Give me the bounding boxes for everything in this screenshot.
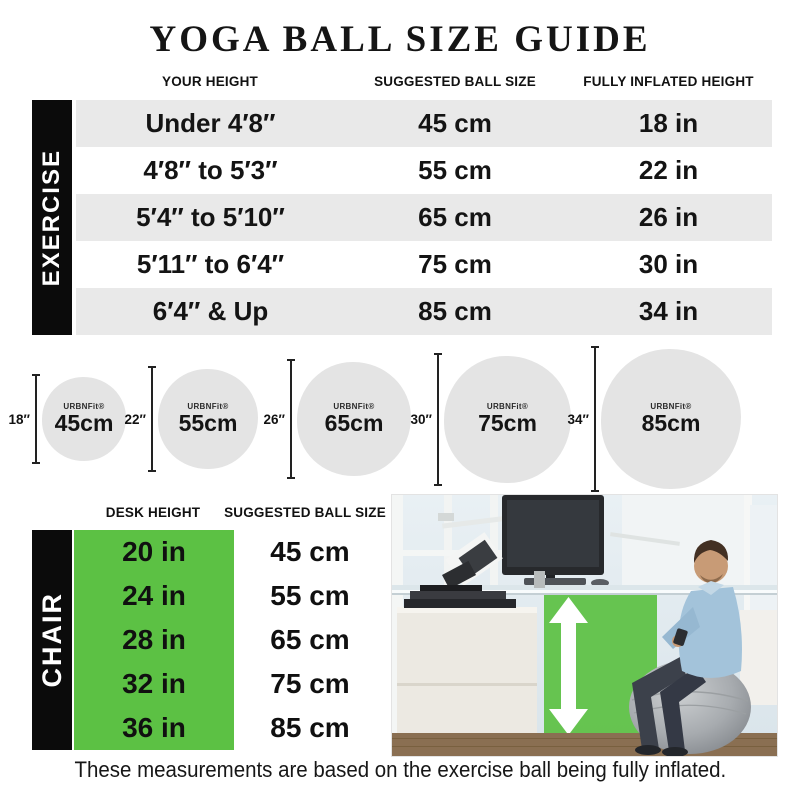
your-height-value: 5′4″ to 5′10″: [136, 202, 285, 232]
ball-size-item: [122, 343, 258, 495]
exercise-table: [76, 100, 772, 335]
brand-logo-text: URBNFit®: [650, 402, 692, 412]
yoga-ball-graphic: [601, 349, 741, 489]
your-height-value: Under 4′8″: [145, 108, 276, 138]
chair-table-headers: [72, 504, 234, 522]
ball-height-label: 30″: [410, 411, 432, 427]
desk-height-value: 32 in: [122, 668, 186, 699]
your-height-value: 4′8″ to 5′3″: [143, 155, 278, 185]
inflated-height-value: 30 in: [638, 249, 699, 279]
your-height-value: 6′4″ & Up: [152, 296, 269, 326]
column-header-desk-height: DESK HEIGHT: [105, 505, 201, 520]
your-height-value: 5′11″ to 6′4″: [136, 249, 285, 279]
table-row: [76, 147, 772, 194]
table-row: [76, 100, 772, 147]
table-row: [76, 241, 772, 288]
height-measure-line: [290, 359, 292, 479]
desk-monitor: [502, 495, 604, 589]
desk-height-value: 24 in: [122, 580, 186, 611]
inflated-height-value: 18 in: [638, 108, 699, 138]
exercise-table-headers: [75, 73, 772, 91]
desk-height-value: 36 in: [122, 712, 186, 743]
table-row: [76, 288, 772, 335]
ball-size-item: [6, 343, 126, 495]
footer-note: [0, 757, 800, 783]
desk-height-column: [74, 530, 234, 750]
ball-size-value: 75 cm: [418, 249, 492, 279]
ball-height-label: 26″: [263, 411, 285, 427]
height-measure-line: [437, 353, 439, 486]
brand-logo-text: URBNFit®: [63, 402, 105, 412]
height-measure-line: [151, 366, 153, 472]
ball-size-item: [408, 343, 571, 495]
yoga-ball-graphic: [297, 362, 411, 476]
chair-section-label: [32, 530, 72, 750]
footer-note-text: These measurements are based on the exercise ball being fully inflated.: [74, 757, 726, 782]
chair-ball-size-column: [240, 530, 380, 750]
brand-logo-text: URBNFit®: [486, 402, 529, 412]
desk-height-value: 20 in: [122, 536, 186, 567]
ball-size-diagram: [0, 343, 800, 495]
yoga-ball-graphic: [42, 377, 126, 461]
column-header-suggested-ball-size: SUGGESTED BALL SIZE: [374, 74, 536, 89]
desk-height-value: 28 in: [122, 624, 186, 655]
ball-size-value: 55 cm: [418, 155, 492, 185]
ball-size-value: 85 cm: [418, 296, 492, 326]
column-header-suggested-ball-size: SUGGESTED BALL SIZE: [224, 505, 386, 520]
cabinet: [397, 607, 537, 755]
height-measure-line: [35, 374, 37, 464]
table-row: [76, 194, 772, 241]
inflated-height-value: 26 in: [638, 202, 699, 232]
ball-size-value: 65 cm: [270, 624, 350, 655]
inflated-height-value: 34 in: [638, 296, 699, 326]
ball-height-label: 18″: [8, 411, 30, 427]
ball-size-value: 65 cm: [418, 202, 492, 232]
ball-height-label: 34″: [567, 411, 589, 427]
ball-size-value: 75 cm: [270, 668, 350, 699]
yoga-ball-graphic: [158, 369, 258, 469]
inflated-height-value: 22 in: [638, 155, 699, 185]
exercise-section-label: [32, 100, 72, 335]
ball-diameter-label: 65cm: [324, 410, 384, 437]
ball-height-label: 22″: [124, 411, 146, 427]
office-photo-illustration: [392, 495, 777, 756]
keyboard: [524, 578, 586, 585]
ball-diameter-label: 45cm: [54, 410, 114, 437]
brand-logo-text: URBNFit®: [187, 402, 229, 412]
ball-size-value: 85 cm: [270, 712, 350, 743]
office-photo: [392, 495, 777, 756]
desk-leg: [534, 571, 545, 588]
yoga-ball-graphic: [444, 356, 571, 483]
ball-size-item: [261, 343, 411, 495]
exercise-section-label-text: EXERCISE: [38, 148, 65, 287]
page-title: YOGA BALL SIZE GUIDE: [149, 19, 651, 60]
chair-table-headers: [220, 504, 390, 522]
column-header-your-height: YOUR HEIGHT: [162, 74, 258, 89]
chair-section-label-text: CHAIR: [36, 592, 67, 688]
height-measure-line: [594, 346, 596, 492]
ball-diameter-label: 55cm: [178, 410, 238, 437]
ball-diameter-label: 85cm: [641, 410, 701, 437]
column-header-fully-inflated-height: FULLY INFLATED HEIGHT: [583, 74, 754, 89]
ball-size-value: 45 cm: [418, 108, 492, 138]
ball-size-value: 45 cm: [270, 536, 350, 567]
brand-logo-text: URBNFit®: [333, 402, 375, 412]
ball-diameter-label: 75cm: [478, 410, 537, 437]
ball-size-item: [565, 343, 741, 495]
ball-size-value: 55 cm: [270, 580, 350, 611]
